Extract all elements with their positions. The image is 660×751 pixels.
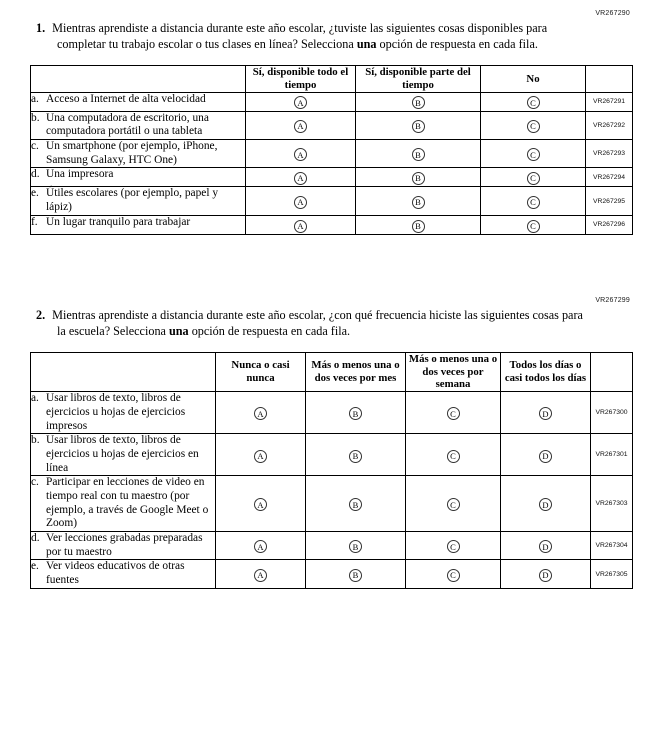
row-vr-code: VR267293 — [586, 140, 633, 168]
option-cell — [406, 392, 501, 434]
question-1-text — [36, 20, 584, 52]
answer-bubble-b[interactable]: B — [412, 120, 425, 133]
row-vr-code: VR267291 — [586, 92, 633, 111]
question-2-vr-code: VR267299 — [595, 296, 630, 304]
column-header: Más o menos una o dos veces por semana — [406, 352, 501, 391]
row-text: Útiles escolares (por ejemplo, papel y lápiz) — [46, 187, 219, 214]
column-header: Sí, disponible parte del tiempo — [356, 66, 481, 92]
option-cell — [356, 92, 481, 111]
column-header: Más o menos una o dos veces por mes — [306, 352, 406, 391]
table-row — [31, 392, 633, 434]
row-label — [31, 476, 216, 532]
answer-bubble-a[interactable]: A — [294, 120, 307, 133]
row-vr-code: VR267292 — [586, 111, 633, 139]
answer-bubble-b[interactable]: B — [349, 540, 362, 553]
option-cell — [246, 111, 356, 139]
option-cell — [216, 476, 306, 532]
row-text: Acceso a Internet de alta velocidad — [46, 92, 206, 105]
option-cell — [481, 187, 586, 215]
table-row — [31, 434, 633, 476]
answer-bubble-d[interactable]: D — [539, 450, 552, 463]
row-label — [31, 392, 216, 434]
option-cell — [406, 434, 501, 476]
option-cell — [356, 215, 481, 234]
option-cell — [216, 532, 306, 560]
column-header: Nunca o casi nunca — [216, 352, 306, 391]
row-vr-code: VR267301 — [591, 434, 633, 476]
row-letter: b. — [31, 434, 40, 447]
row-text: Ver lecciones grabadas preparadas por tu maestro — [46, 532, 203, 558]
option-cell — [246, 215, 356, 234]
option-cell — [406, 560, 501, 588]
code-column-header — [586, 66, 633, 92]
table-row — [31, 187, 633, 215]
answer-bubble-b[interactable]: B — [412, 148, 425, 161]
option-cell — [306, 560, 406, 588]
option-cell — [406, 476, 501, 532]
option-cell — [356, 187, 481, 215]
answer-bubble-c[interactable]: C — [447, 498, 460, 511]
answer-bubble-d[interactable]: D — [539, 407, 552, 420]
answer-bubble-c[interactable]: C — [527, 172, 540, 185]
answer-bubble-d[interactable]: D — [539, 540, 552, 553]
row-label — [31, 560, 216, 588]
answer-bubble-c[interactable]: C — [447, 569, 460, 582]
answer-bubble-c[interactable]: C — [527, 120, 540, 133]
option-cell — [406, 532, 501, 560]
row-label — [31, 140, 246, 168]
row-vr-code: VR267300 — [591, 392, 633, 434]
answer-bubble-a[interactable]: A — [254, 569, 267, 582]
table-row — [31, 476, 633, 532]
option-cell — [246, 92, 356, 111]
code-column-header — [591, 352, 633, 391]
corner-cell — [31, 66, 246, 92]
answer-bubble-b[interactable]: B — [349, 407, 362, 420]
row-label — [31, 168, 246, 187]
option-cell — [481, 168, 586, 187]
answer-bubble-a[interactable]: A — [294, 220, 307, 233]
answer-bubble-d[interactable]: D — [539, 569, 552, 582]
column-header: No — [481, 66, 586, 92]
row-label — [31, 92, 246, 111]
question-1-text-before: Mientras aprendiste a distancia durante este año escolar, ¿tuviste las siguientes cosas disponibles para completar tu trabajo escolar o tus clases en línea? Selecciona — [52, 21, 548, 52]
row-text: Una computadora de escritorio, una computadora portátil o una tableta — [46, 111, 209, 138]
table-row — [31, 111, 633, 139]
row-vr-code: VR267305 — [591, 560, 633, 588]
answer-bubble-b[interactable]: B — [349, 450, 362, 463]
answer-bubble-c[interactable]: C — [527, 148, 540, 161]
row-text: Participar en lecciones de video en tiempo real con tu maestro (por ejemplo, a través de Google Meet o Zoom) — [46, 476, 209, 530]
answer-bubble-c[interactable]: C — [527, 96, 540, 109]
row-letter: d. — [31, 532, 40, 545]
row-letter: f. — [31, 215, 38, 228]
option-cell — [356, 140, 481, 168]
option-cell — [306, 476, 406, 532]
row-vr-code: VR267294 — [586, 168, 633, 187]
option-cell — [216, 392, 306, 434]
row-label — [31, 111, 246, 139]
question-1-answer-table — [30, 65, 633, 235]
row-vr-code: VR267295 — [586, 187, 633, 215]
option-cell — [481, 111, 586, 139]
option-cell — [306, 532, 406, 560]
option-cell — [306, 392, 406, 434]
question-1-section — [30, 10, 632, 235]
row-text: Usar libros de texto, libros de ejercicios u hojas de ejercicios impresos — [46, 392, 186, 432]
row-letter: e. — [31, 560, 39, 573]
row-vr-code: VR267304 — [591, 532, 633, 560]
answer-bubble-b[interactable]: B — [349, 498, 362, 511]
question-1-vr-code: VR267290 — [595, 10, 630, 17]
answer-bubble-b[interactable]: B — [412, 220, 425, 233]
answer-bubble-a[interactable]: A — [294, 96, 307, 109]
row-label — [31, 215, 246, 234]
table-row — [31, 560, 633, 588]
row-letter: a. — [31, 392, 39, 405]
question-2-number: 2. — [36, 307, 46, 322]
answer-bubble-a[interactable]: A — [254, 498, 267, 511]
option-cell — [481, 215, 586, 234]
answer-bubble-b[interactable]: B — [412, 196, 425, 209]
option-cell — [501, 434, 591, 476]
option-cell — [481, 92, 586, 111]
question-2-text — [36, 307, 584, 339]
option-cell — [481, 140, 586, 168]
answer-bubble-c[interactable]: C — [447, 407, 460, 420]
table-row — [31, 532, 633, 560]
row-text: Un lugar tranquilo para trabajar — [46, 215, 191, 228]
table-row — [31, 140, 633, 168]
row-letter: b. — [31, 111, 40, 124]
question-2-text-before: Mientras aprendiste a distancia durante este año escolar, ¿con qué frecuencia hiciste las siguientes cosas para la escuela? Selecciona — [52, 307, 583, 338]
row-letter: d. — [31, 168, 40, 181]
row-text: Una impresora — [46, 168, 114, 181]
row-label — [31, 532, 216, 560]
option-cell — [501, 560, 591, 588]
option-cell — [501, 532, 591, 560]
option-cell — [246, 140, 356, 168]
answer-bubble-b[interactable]: B — [412, 96, 425, 109]
option-cell — [501, 392, 591, 434]
option-cell — [356, 168, 481, 187]
option-cell — [246, 187, 356, 215]
answer-bubble-a[interactable]: A — [294, 148, 307, 161]
answer-bubble-c[interactable]: C — [527, 196, 540, 209]
question-2-section — [30, 297, 632, 589]
answer-bubble-c[interactable]: C — [447, 450, 460, 463]
answer-bubble-c[interactable]: C — [447, 540, 460, 553]
option-cell — [216, 434, 306, 476]
header-row — [31, 66, 633, 92]
row-label — [31, 434, 216, 476]
row-vr-code: VR267296 — [586, 215, 633, 234]
question-2-answer-table — [30, 352, 633, 589]
answer-bubble-c[interactable]: C — [527, 220, 540, 233]
corner-cell — [31, 352, 216, 391]
row-vr-code: VR267303 — [591, 476, 633, 532]
option-cell — [306, 434, 406, 476]
row-text: Usar libros de texto, libros de ejercicios u hojas de ejercicios en línea — [46, 434, 199, 474]
answer-bubble-a[interactable]: A — [294, 196, 307, 209]
row-letter: a. — [31, 92, 39, 105]
answer-bubble-b[interactable]: B — [349, 569, 362, 582]
option-cell — [501, 476, 591, 532]
option-cell — [356, 111, 481, 139]
answer-bubble-a[interactable]: A — [254, 407, 267, 420]
answer-bubble-a[interactable]: A — [254, 450, 267, 463]
option-cell — [216, 560, 306, 588]
answer-bubble-a[interactable]: A — [254, 540, 267, 553]
answer-bubble-d[interactable]: D — [539, 498, 552, 511]
answer-bubble-b[interactable]: B — [412, 172, 425, 185]
question-1-bold-word: una — [356, 37, 377, 52]
row-letter: c. — [31, 140, 39, 153]
question-2-text-after: opción de respuesta en cada fila. — [188, 323, 351, 338]
question-2-bold-word: una — [169, 323, 189, 338]
table-row — [31, 92, 633, 111]
answer-bubble-a[interactable]: A — [294, 172, 307, 185]
table-row — [31, 215, 633, 234]
row-letter: e. — [31, 187, 39, 200]
row-text: Un smartphone (por ejemplo, iPhone, Samsung Galaxy, HTC One) — [46, 140, 218, 166]
row-text: Ver videos educativos de otras fuentes — [46, 560, 185, 587]
question-1-text-after: opción de respuesta en cada fila. — [376, 37, 538, 52]
column-header: Sí, disponible todo el tiempo — [246, 66, 356, 92]
column-header: Todos los días o casi todos los días — [501, 352, 591, 391]
option-cell — [246, 168, 356, 187]
header-row — [31, 352, 633, 391]
question-1-number: 1. — [36, 21, 46, 35]
table-row — [31, 168, 633, 187]
row-letter: c. — [31, 476, 39, 489]
row-label — [31, 187, 246, 215]
